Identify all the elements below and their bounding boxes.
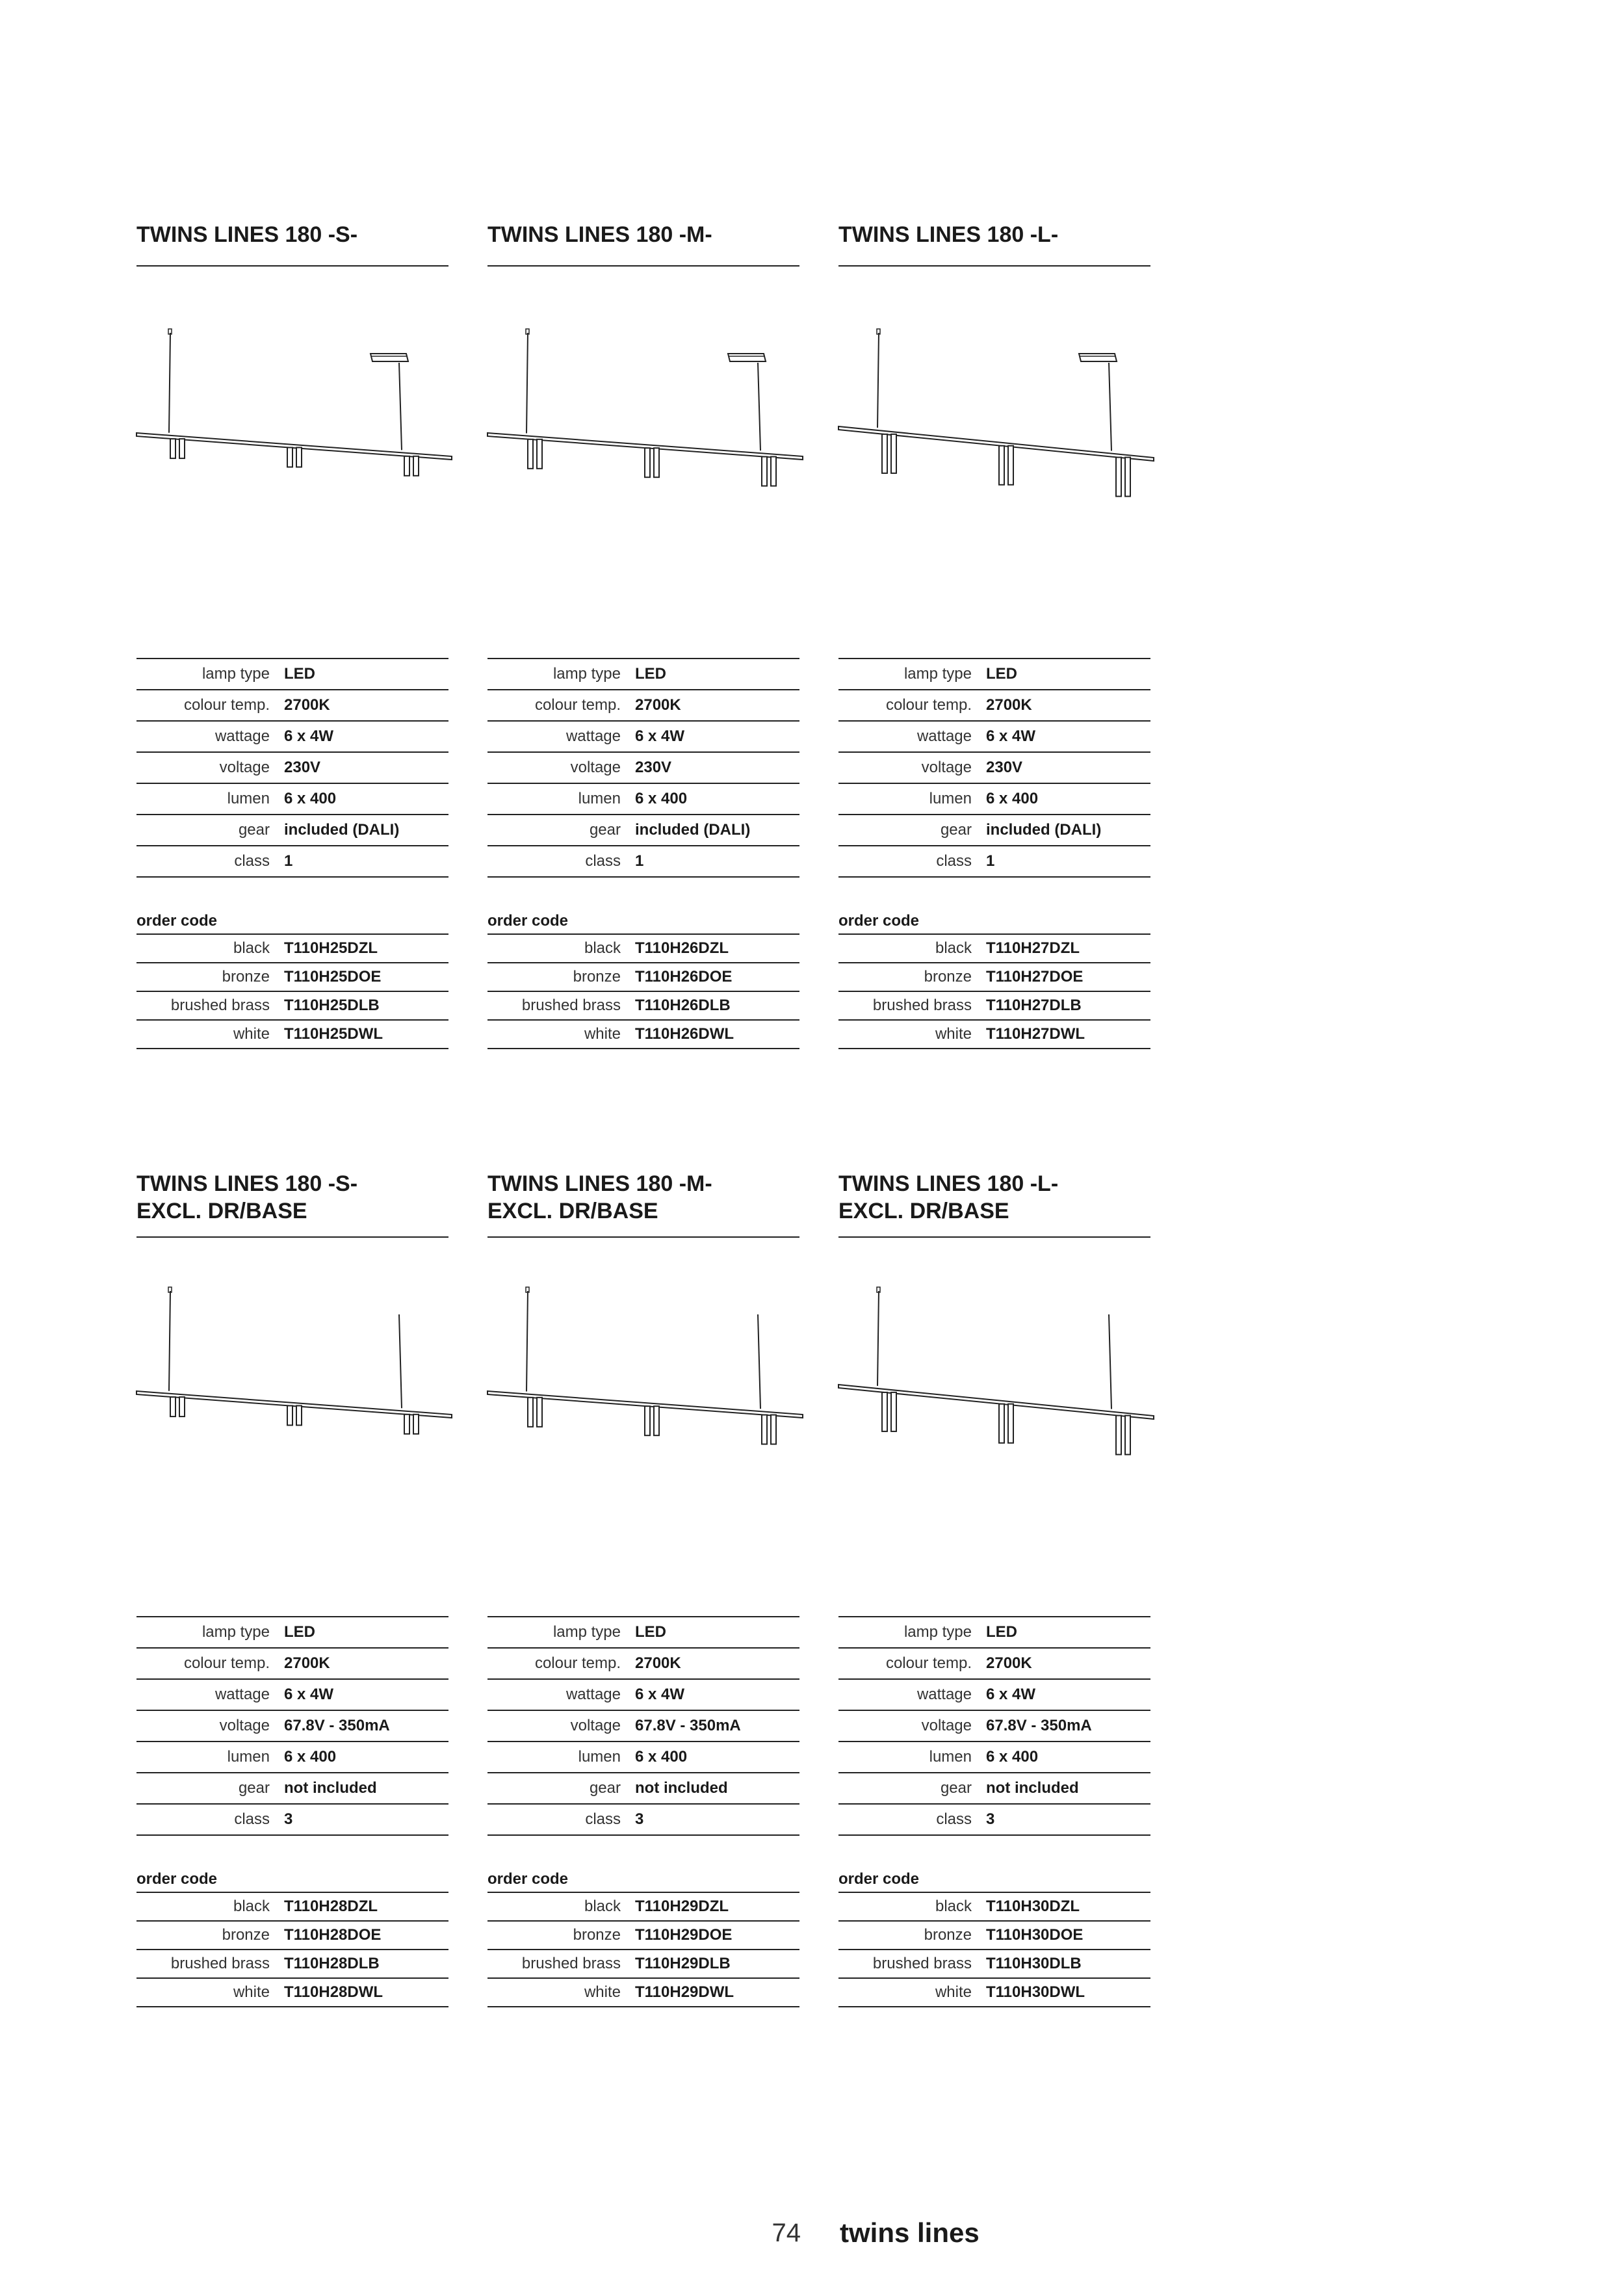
spec-label: lamp type	[136, 659, 284, 690]
document-title: twins lines	[840, 2217, 980, 2248]
order-code-table	[487, 933, 799, 1049]
spec-label: colour temp.	[136, 1648, 284, 1679]
spec-row	[136, 815, 448, 846]
spotlight-icon	[1125, 458, 1130, 497]
order-code: T110H25DLB	[284, 991, 448, 1020]
spec-row	[136, 1742, 448, 1773]
spec-value: 230V	[284, 752, 448, 783]
spec-value: 6 x 4W	[635, 721, 799, 752]
order-code: T110H28DWL	[284, 1978, 448, 2007]
spec-row	[838, 690, 1150, 721]
spec-row	[136, 690, 448, 721]
spotlight-icon	[287, 447, 292, 467]
spec-table	[136, 1616, 448, 1836]
order-row	[838, 991, 1150, 1020]
order-row	[838, 1921, 1150, 1950]
spec-label: voltage	[838, 1710, 986, 1742]
spec-value: not included	[635, 1773, 799, 1804]
spotlight-icon	[296, 1405, 302, 1425]
spec-row	[487, 1773, 799, 1804]
order-row	[136, 991, 448, 1020]
spec-row	[136, 1617, 448, 1648]
spec-row	[136, 1679, 448, 1710]
spec-value: 3	[986, 1804, 1150, 1835]
spotlight-icon	[537, 1398, 542, 1427]
page-footer	[0, 2213, 1623, 2252]
spec-label: colour temp.	[838, 1648, 986, 1679]
spec-value: 2700K	[986, 1648, 1150, 1679]
spec-label: lumen	[487, 783, 635, 815]
order-row	[487, 934, 799, 963]
spec-label: wattage	[838, 721, 986, 752]
finish-label: white	[136, 1020, 284, 1049]
product-title: TWINS LINES 180 -M-	[487, 221, 799, 267]
order-code-table	[136, 933, 448, 1049]
spec-label: gear	[136, 1773, 284, 1804]
product-drawing	[123, 315, 461, 653]
spec-label: lamp type	[487, 659, 635, 690]
order-row	[487, 1978, 799, 2007]
spec-row	[838, 846, 1150, 877]
order-row	[838, 1978, 1150, 2007]
spec-value: 3	[284, 1804, 448, 1835]
order-row	[838, 963, 1150, 991]
spec-table	[487, 1616, 799, 1836]
spec-row	[487, 1742, 799, 1773]
spec-value: 2700K	[284, 1648, 448, 1679]
spec-row	[136, 1773, 448, 1804]
product-card-2	[487, 221, 799, 1049]
spec-label: voltage	[838, 752, 986, 783]
spec-row	[136, 721, 448, 752]
finish-label: white	[487, 1020, 635, 1049]
spotlight-icon	[645, 448, 650, 477]
order-row	[838, 1020, 1150, 1049]
right-cable	[399, 363, 402, 450]
spec-value: LED	[986, 659, 1150, 690]
finish-label: brushed brass	[487, 991, 635, 1020]
spec-row	[487, 1648, 799, 1679]
spec-table	[838, 1616, 1150, 1836]
finish-label: bronze	[136, 1921, 284, 1950]
spec-row	[487, 690, 799, 721]
spec-label: colour temp.	[487, 690, 635, 721]
order-code: T110H26DOE	[635, 963, 799, 991]
spotlight-icon	[999, 446, 1004, 485]
spotlight-icon	[179, 1397, 185, 1416]
spec-row	[136, 1710, 448, 1742]
spec-label: lamp type	[136, 1617, 284, 1648]
order-row	[136, 934, 448, 963]
spec-value: 6 x 4W	[986, 1679, 1150, 1710]
left-cable	[877, 1291, 879, 1386]
spec-value: 6 x 400	[986, 783, 1150, 815]
right-cable	[399, 1314, 402, 1408]
spec-row	[838, 659, 1150, 690]
spotlight-icon	[528, 439, 533, 469]
spec-value: 6 x 400	[635, 783, 799, 815]
product-card-4	[136, 1170, 448, 2007]
spec-row	[838, 1710, 1150, 1742]
order-row	[487, 963, 799, 991]
right-cable	[1109, 1314, 1111, 1409]
order-code: T110H25DWL	[284, 1020, 448, 1049]
spec-value: 6 x 4W	[284, 721, 448, 752]
spec-row	[838, 1679, 1150, 1710]
spec-label: lumen	[136, 1742, 284, 1773]
right-cable	[758, 363, 760, 450]
finish-label: bronze	[838, 1921, 986, 1950]
spec-label: lumen	[838, 783, 986, 815]
spotlight-icon	[762, 1415, 767, 1444]
product-title: TWINS LINES 180 -S-	[136, 221, 448, 267]
spec-label: class	[838, 1804, 986, 1835]
spotlight-icon	[413, 1415, 419, 1434]
spec-value: 67.8V - 350mA	[635, 1710, 799, 1742]
spec-label: wattage	[136, 1679, 284, 1710]
spec-row	[838, 1617, 1150, 1648]
spec-label: gear	[838, 1773, 986, 1804]
spotlight-icon	[654, 1406, 659, 1435]
spec-value: LED	[986, 1617, 1150, 1648]
spec-row	[136, 752, 448, 783]
finish-label: black	[487, 934, 635, 963]
product-title: TWINS LINES 180 -L- EXCL. DR/BASE	[838, 1170, 1150, 1238]
order-row	[838, 1950, 1150, 1978]
product-drawing	[123, 1273, 461, 1611]
order-code: T110H29DOE	[635, 1921, 799, 1950]
order-row	[487, 991, 799, 1020]
finish-label: black	[838, 1892, 986, 1921]
spec-label: lamp type	[487, 1617, 635, 1648]
spec-label: class	[487, 1804, 635, 1835]
spec-label: lamp type	[838, 659, 986, 690]
product-drawing	[474, 1273, 812, 1611]
finish-label: bronze	[838, 963, 986, 991]
order-row	[487, 1892, 799, 1921]
spec-value: included (DALI)	[284, 815, 448, 846]
spec-value: 6 x 4W	[635, 1679, 799, 1710]
order-row	[487, 1950, 799, 1978]
spec-value: LED	[635, 1617, 799, 1648]
finish-label: black	[487, 1892, 635, 1921]
finish-label: brushed brass	[838, 991, 986, 1020]
order-code: T110H29DWL	[635, 1978, 799, 2007]
order-code-heading: order code	[487, 912, 569, 930]
spec-value: not included	[284, 1773, 448, 1804]
spec-value: 1	[986, 846, 1150, 877]
order-row	[136, 963, 448, 991]
spotlight-icon	[1116, 458, 1121, 497]
spotlight-icon	[528, 1398, 533, 1427]
order-code: T110H26DWL	[635, 1020, 799, 1049]
spec-row	[487, 1804, 799, 1835]
order-code: T110H26DZL	[635, 934, 799, 963]
spec-label: voltage	[487, 752, 635, 783]
finish-label: bronze	[487, 1921, 635, 1950]
ceiling-canopy-icon	[1079, 354, 1117, 361]
order-code-table	[136, 1892, 448, 2007]
order-row	[487, 1020, 799, 1049]
order-code-heading: order code	[136, 912, 218, 930]
spec-label: voltage	[487, 1710, 635, 1742]
ceiling-canopy-icon	[370, 354, 408, 361]
finish-label: bronze	[136, 963, 284, 991]
spec-value: 6 x 400	[635, 1742, 799, 1773]
spec-value: 6 x 4W	[284, 1679, 448, 1710]
order-code: T110H25DZL	[284, 934, 448, 963]
spotlight-icon	[179, 439, 185, 458]
order-row	[136, 1892, 448, 1921]
spec-label: class	[487, 846, 635, 877]
spec-row	[487, 752, 799, 783]
spec-row	[838, 752, 1150, 783]
spec-label: gear	[487, 815, 635, 846]
product-title: TWINS LINES 180 -L-	[838, 221, 1150, 267]
order-code: T110H27DWL	[986, 1020, 1150, 1049]
spec-value: 67.8V - 350mA	[986, 1710, 1150, 1742]
spec-value: 1	[635, 846, 799, 877]
spotlight-icon	[287, 1405, 292, 1425]
spotlight-icon	[771, 1415, 776, 1444]
spotlight-icon	[891, 1392, 896, 1431]
left-cable	[169, 1291, 170, 1391]
spec-value: 230V	[986, 752, 1150, 783]
spotlight-icon	[413, 456, 419, 476]
order-row	[136, 1921, 448, 1950]
spotlight-icon	[654, 448, 659, 477]
spec-label: class	[838, 846, 986, 877]
spec-row	[136, 659, 448, 690]
finish-label: white	[838, 1978, 986, 2007]
order-code-heading: order code	[838, 912, 920, 930]
spec-value: 2700K	[284, 690, 448, 721]
spec-row	[487, 783, 799, 815]
order-code: T110H27DLB	[986, 991, 1150, 1020]
order-row	[136, 1978, 448, 2007]
spec-row	[838, 1773, 1150, 1804]
spec-row	[487, 659, 799, 690]
product-title: TWINS LINES 180 -M- EXCL. DR/BASE	[487, 1170, 799, 1238]
spec-label: class	[136, 1804, 284, 1835]
spotlight-icon	[891, 434, 896, 473]
ceiling-canopy-icon	[728, 354, 766, 361]
left-cable	[526, 333, 528, 433]
order-code: T110H28DZL	[284, 1892, 448, 1921]
spec-table	[838, 658, 1150, 878]
order-code: T110H27DZL	[986, 934, 1150, 963]
spec-value: 6 x 400	[986, 1742, 1150, 1773]
order-code: T110H30DOE	[986, 1921, 1150, 1950]
finish-label: black	[136, 934, 284, 963]
spec-label: wattage	[487, 721, 635, 752]
spec-label: voltage	[136, 1710, 284, 1742]
product-card-6	[838, 1170, 1150, 2007]
spotlight-icon	[999, 1404, 1004, 1443]
right-cable	[758, 1314, 760, 1409]
finish-label: white	[838, 1020, 986, 1049]
order-code: T110H30DLB	[986, 1950, 1150, 1978]
order-code: T110H28DOE	[284, 1921, 448, 1950]
order-code: T110H30DZL	[986, 1892, 1150, 1921]
spotlight-icon	[1125, 1416, 1130, 1455]
order-code: T110H27DOE	[986, 963, 1150, 991]
spec-row	[487, 815, 799, 846]
left-cable	[526, 1291, 528, 1391]
spotlight-icon	[882, 1392, 887, 1431]
finish-label: brushed brass	[136, 1950, 284, 1978]
spec-value: 2700K	[986, 690, 1150, 721]
spotlight-icon	[882, 434, 887, 473]
product-title: TWINS LINES 180 -S- EXCL. DR/BASE	[136, 1170, 448, 1238]
spec-label: gear	[487, 1773, 635, 1804]
product-card-1	[136, 221, 448, 1049]
spec-row	[838, 1648, 1150, 1679]
spotlight-icon	[1008, 446, 1013, 485]
order-code: T110H29DLB	[635, 1950, 799, 1978]
spotlight-icon	[404, 1415, 409, 1434]
order-code: T110H28DLB	[284, 1950, 448, 1978]
spec-row	[487, 1679, 799, 1710]
spec-value: 2700K	[635, 690, 799, 721]
spotlight-icon	[771, 457, 776, 486]
finish-label: brushed brass	[487, 1950, 635, 1978]
spec-label: wattage	[136, 721, 284, 752]
spec-value: included (DALI)	[986, 815, 1150, 846]
spec-value: 6 x 400	[284, 1742, 448, 1773]
spec-value: not included	[986, 1773, 1150, 1804]
spec-value: LED	[635, 659, 799, 690]
finish-label: brushed brass	[838, 1950, 986, 1978]
order-code-heading: order code	[136, 1870, 218, 1888]
spec-label: lumen	[136, 783, 284, 815]
order-code: T110H30DWL	[986, 1978, 1150, 2007]
spec-value: LED	[284, 659, 448, 690]
spec-row	[838, 783, 1150, 815]
spotlight-icon	[1116, 1416, 1121, 1455]
product-card-3	[838, 221, 1150, 1049]
product-drawing	[474, 315, 812, 653]
spotlight-icon	[170, 1397, 175, 1416]
finish-label: black	[136, 1892, 284, 1921]
spec-value: 67.8V - 350mA	[284, 1710, 448, 1742]
order-code-heading: order code	[487, 1870, 569, 1888]
order-code: T110H26DLB	[635, 991, 799, 1020]
spotlight-icon	[645, 1406, 650, 1435]
spec-table	[136, 658, 448, 878]
left-cable	[877, 333, 879, 428]
spec-label: voltage	[136, 752, 284, 783]
spec-row	[487, 1710, 799, 1742]
spec-label: gear	[838, 815, 986, 846]
order-code-table	[838, 1892, 1150, 2007]
spec-label: lumen	[838, 1742, 986, 1773]
product-drawing	[825, 315, 1163, 653]
spec-row	[487, 1617, 799, 1648]
spotlight-icon	[537, 439, 542, 469]
spotlight-icon	[296, 447, 302, 467]
spotlight-icon	[1008, 1404, 1013, 1443]
order-code-table	[838, 933, 1150, 1049]
spec-row	[838, 1742, 1150, 1773]
spec-value: 3	[635, 1804, 799, 1835]
spec-label: wattage	[838, 1679, 986, 1710]
finish-label: bronze	[487, 963, 635, 991]
spec-row	[838, 1804, 1150, 1835]
spec-value: 6 x 400	[284, 783, 448, 815]
spec-row	[487, 721, 799, 752]
spec-row	[487, 846, 799, 877]
left-cable	[169, 333, 170, 433]
spec-row	[136, 846, 448, 877]
spotlight-icon	[762, 457, 767, 486]
order-row	[838, 1892, 1150, 1921]
product-drawing	[825, 1273, 1163, 1611]
spec-label: lumen	[487, 1742, 635, 1773]
spec-row	[838, 815, 1150, 846]
order-code: T110H25DOE	[284, 963, 448, 991]
page-number: 74	[772, 2219, 801, 2247]
finish-label: black	[838, 934, 986, 963]
finish-label: white	[136, 1978, 284, 2007]
spec-label: colour temp.	[136, 690, 284, 721]
order-row	[487, 1921, 799, 1950]
finish-label: brushed brass	[136, 991, 284, 1020]
spec-label: colour temp.	[838, 690, 986, 721]
spec-row	[838, 721, 1150, 752]
spec-row	[136, 783, 448, 815]
order-row	[136, 1950, 448, 1978]
right-cable	[1109, 363, 1111, 451]
spec-value: included (DALI)	[635, 815, 799, 846]
order-row	[838, 934, 1150, 963]
spec-row	[136, 1648, 448, 1679]
order-code: T110H29DZL	[635, 1892, 799, 1921]
order-code-heading: order code	[838, 1870, 920, 1888]
spec-label: wattage	[487, 1679, 635, 1710]
spec-value: 230V	[635, 752, 799, 783]
spec-value: 1	[284, 846, 448, 877]
spotlight-icon	[404, 456, 409, 476]
spec-label: lamp type	[838, 1617, 986, 1648]
spec-label: colour temp.	[487, 1648, 635, 1679]
product-card-5	[487, 1170, 799, 2007]
spec-label: class	[136, 846, 284, 877]
order-row	[136, 1020, 448, 1049]
spotlight-icon	[170, 439, 175, 458]
spec-row	[136, 1804, 448, 1835]
spec-table	[487, 658, 799, 878]
order-code-table	[487, 1892, 799, 2007]
finish-label: white	[487, 1978, 635, 2007]
spec-label: gear	[136, 815, 284, 846]
spec-value: LED	[284, 1617, 448, 1648]
spec-value: 6 x 4W	[986, 721, 1150, 752]
spec-value: 2700K	[635, 1648, 799, 1679]
